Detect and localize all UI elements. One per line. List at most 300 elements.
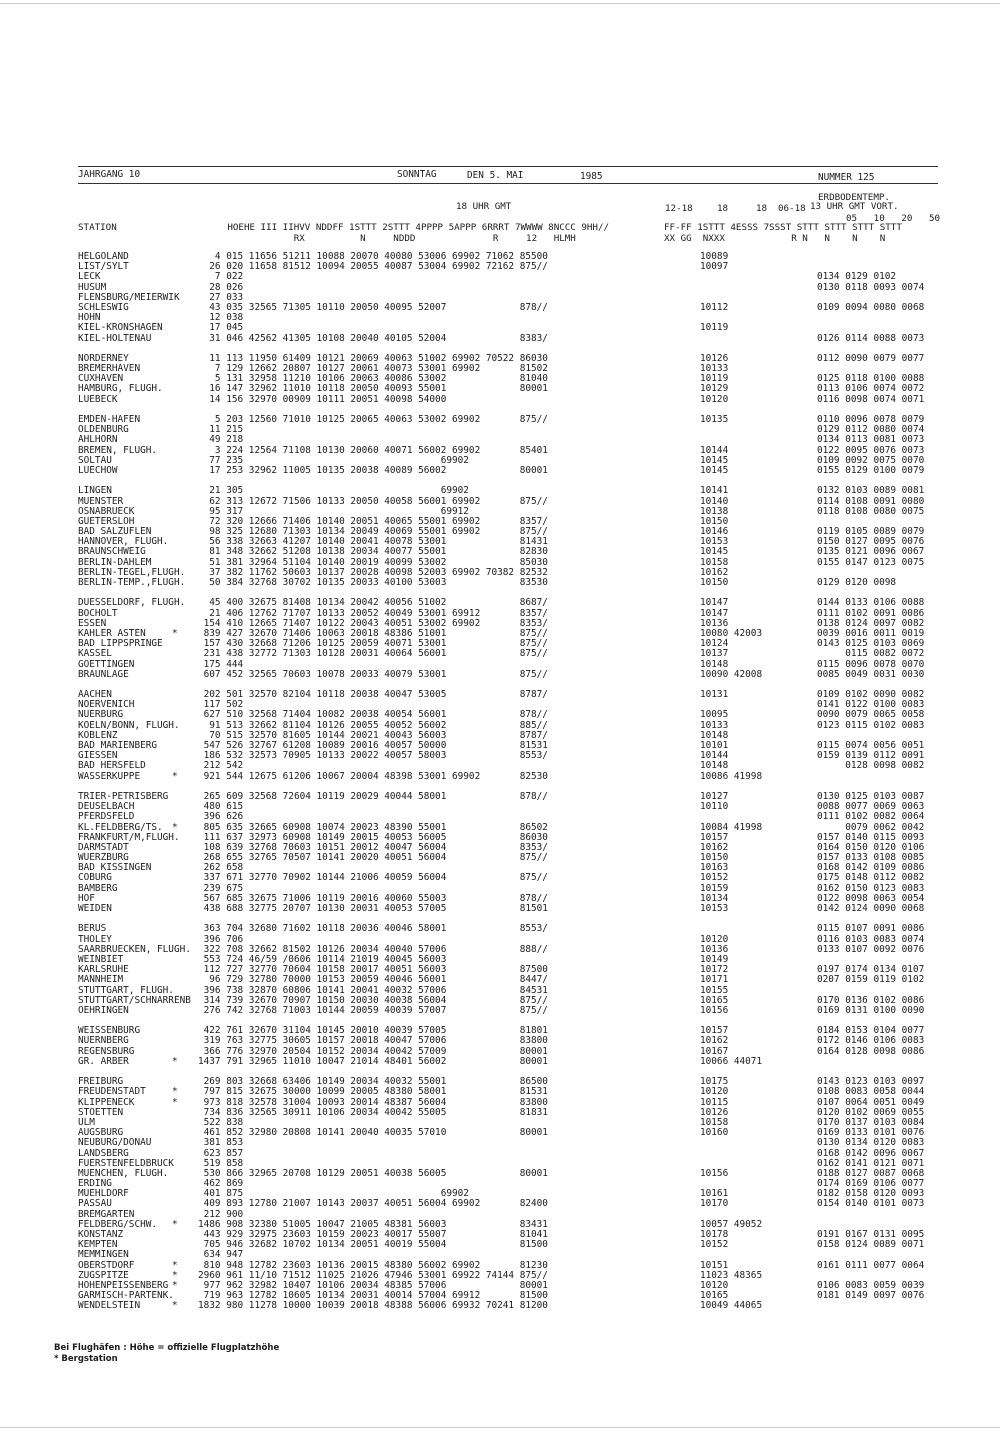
- station-name: OSNABRUECK: [78, 505, 135, 517]
- synop-groups: 95 317 69912: [198, 505, 469, 517]
- synop-groups: 363 704 32680 71602 10118 20036 40046 58001 8553/: [198, 923, 548, 935]
- soil-temperatures: 0039 0016 0011 0019: [817, 627, 925, 639]
- extra-groups: 10162: [700, 841, 729, 853]
- synop-groups: 14 156 32970 00909 10111 20051 40098 54000: [198, 393, 447, 405]
- soil-temperatures: 0181 0149 0097 0076: [817, 1290, 925, 1302]
- soil-temperatures: 0143 0123 0103 0097: [817, 1076, 925, 1088]
- station-name: WEISSENBURG: [78, 1025, 141, 1037]
- station-name: FREUDENSTADT: [78, 1086, 146, 1098]
- soil-temperatures: 0115 0082 0072: [817, 648, 925, 660]
- soil-temperatures: 0122 0098 0063 0054: [817, 892, 925, 904]
- soil-temperatures: 0150 0127 0095 0076: [817, 536, 925, 548]
- extra-groups: 10158: [700, 1116, 729, 1128]
- extra-groups: 10135: [700, 414, 729, 425]
- station-name: STOETTEN: [78, 1106, 124, 1118]
- extra-groups: 10086 41998: [700, 770, 763, 782]
- group-erdboden: ERDBODENTEMP.: [818, 192, 890, 203]
- mountain-station-mark: *: [172, 627, 178, 639]
- extra-groups: 10165: [700, 1290, 729, 1302]
- station-name: NUERBURG: [78, 709, 124, 721]
- soil-temperatures: 0107 0064 0051 0049: [817, 1096, 925, 1108]
- synop-groups: 17 045: [198, 322, 244, 334]
- station-name: COBURG: [78, 872, 112, 884]
- station-name: LUECHOW: [78, 464, 118, 476]
- table-row: [78, 904, 938, 914]
- extra-groups: 10149: [700, 953, 729, 965]
- synop-groups: 5 203 12560 71010 10125 20065 40063 53002 69902 875//: [198, 414, 548, 425]
- synop-groups: 276 742 32768 71003 10144 20059 40039 57007 875//: [198, 1004, 548, 1016]
- synop-groups: 607 452 32565 70603 10078 20033 40079 53001 875//: [198, 668, 548, 680]
- station-name: STUTTGART/SCHNARRENB: [78, 994, 191, 1006]
- top-rule: [78, 166, 938, 167]
- station-name: EMDEN-HAFEN: [78, 414, 141, 425]
- soil-temperatures: 0130 0118 0093 0074: [817, 281, 925, 293]
- extra-groups: 10161: [700, 1188, 729, 1200]
- soil-temperatures: 0123 0115 0102 0083: [817, 719, 925, 731]
- table-row: [78, 975, 938, 985]
- group-13utc: 13 UHR GMT VORT.: [810, 201, 899, 212]
- station-name: NUERNBERG: [78, 1035, 129, 1047]
- extra-groups: 10119: [700, 373, 729, 385]
- issue-number: NUMMER 125: [818, 172, 875, 183]
- station-name: OBERSTDORF: [78, 1259, 135, 1271]
- synop-groups: 634 947: [198, 1249, 244, 1261]
- synop-groups: 28 026: [198, 281, 244, 293]
- station-name: BOCHOLT: [78, 607, 118, 619]
- soil-temperatures: 0184 0153 0104 0077: [817, 1025, 925, 1037]
- station-name: LINGEN: [78, 485, 112, 497]
- extra-groups: 10150: [700, 577, 729, 588]
- extra-groups: 10156: [700, 1167, 729, 1179]
- soil-temperatures: 0174 0169 0106 0077: [817, 1178, 925, 1190]
- synop-groups: 186 532 32573 70905 10133 20022 40057 58003 8553/: [198, 750, 548, 762]
- synop-groups: 977 962 32982 10407 10106 20034 48385 57006 80001: [198, 1279, 548, 1291]
- synop-groups: 43 035 32565 71305 10110 20050 40095 52007 878//: [198, 301, 548, 313]
- station-name: SAARBRUECKEN, FLUGH.: [78, 943, 191, 955]
- soil-temperatures: 0138 0124 0097 0082: [817, 617, 925, 629]
- extra-groups: 10162: [700, 1035, 729, 1047]
- synop-groups: 21 305 69902: [198, 485, 469, 497]
- station-name: GUETERSLOH: [78, 515, 135, 527]
- scan-artifact: [0, 3, 1000, 4]
- synop-groups: 1437 791 32965 11010 10047 21014 48401 56002 80001: [198, 1055, 548, 1067]
- synop-groups: 49 218: [198, 434, 244, 446]
- soil-temperatures: 0111 0102 0082 0064: [817, 811, 925, 823]
- soil-temperatures: 0133 0107 0092 0076: [817, 943, 925, 955]
- extra-groups: 10101: [700, 740, 729, 751]
- soil-temperatures: 0111 0102 0091 0086: [817, 607, 925, 619]
- soil-temperatures: 0161 0111 0077 0064: [817, 1259, 925, 1271]
- synop-groups: 175 444: [198, 658, 244, 670]
- station-name: FLENSBURG/MEIERWIK: [78, 291, 180, 303]
- station-name: FREIBURG: [78, 1076, 124, 1088]
- synop-groups: 17 253 32962 11005 10135 20038 40089 56002 80001: [198, 464, 548, 476]
- station-name: HELGOLAND: [78, 251, 129, 262]
- extra-groups: 10145: [700, 546, 729, 558]
- station-name: HOHN: [78, 312, 101, 324]
- synop-groups: 56 338 32663 41207 10140 20041 40078 53001 81431: [198, 536, 548, 548]
- extra-groups: 10127: [700, 790, 729, 802]
- extra-groups: 10170: [700, 1198, 729, 1210]
- synop-groups: 381 853: [198, 1137, 244, 1149]
- table-row: [78, 1057, 938, 1067]
- weekday-label: SONNTAG: [397, 169, 437, 180]
- mountain-station-mark: *: [172, 1279, 178, 1291]
- extra-groups: 10133: [700, 719, 729, 731]
- synop-groups: 51 381 32964 51104 10140 20019 40099 53002 85030: [198, 556, 548, 568]
- station-name: STUTTGART, FLUGH.: [78, 984, 174, 996]
- table-row: [78, 1301, 938, 1311]
- soil-temperatures: 0162 0141 0121 0071: [817, 1157, 925, 1169]
- synop-groups: 734 836 32565 30911 10106 20034 40042 55005 81831: [198, 1106, 548, 1118]
- extra-groups: 10140: [700, 495, 729, 507]
- station-name: GIESSEN: [78, 750, 118, 762]
- synop-groups: 396 626: [198, 811, 244, 823]
- extra-groups: 10136: [700, 617, 729, 629]
- soil-temperatures: 0115 0074 0056 0051: [817, 740, 925, 751]
- soil-temperatures: 0157 0133 0108 0085: [817, 852, 925, 864]
- station-name: GR. ARBER: [78, 1055, 129, 1067]
- table-row: [78, 670, 938, 680]
- synop-groups: 366 776 32970 20504 10152 20034 40042 57009 80001: [198, 1045, 548, 1057]
- soil-temperatures: 0164 0128 0098 0086: [817, 1045, 925, 1057]
- synop-groups: 81 348 32662 51208 10138 20034 40077 55001 82830: [198, 546, 548, 558]
- station-name: BAMBERG: [78, 882, 118, 894]
- extra-groups: 10136: [700, 943, 729, 955]
- extra-groups: 10112: [700, 301, 729, 313]
- station-name: BAD KISSINGEN: [78, 862, 152, 874]
- date-label: DEN 5. MAI: [467, 170, 524, 181]
- soil-temperatures: 0130 0134 0120 0083: [817, 1137, 925, 1149]
- soil-temperatures: 0115 0107 0091 0086: [817, 923, 925, 935]
- synop-groups: 2960 961 11/10 71512 11025 21026 47946 53001 69922 74144 875//: [198, 1269, 548, 1281]
- synop-groups: 108 639 32768 70603 10151 20012 40047 56004 8353/: [198, 841, 548, 853]
- extra-groups: 10160: [700, 1127, 729, 1139]
- year-label: JAHRGANG 10: [78, 169, 141, 180]
- column-headings-line2: RX N NDDD R 12 HLMH: [78, 233, 576, 244]
- synop-groups: 553 724 46/59 /0606 10114 21019 40045 56003: [198, 953, 447, 965]
- synop-groups: 112 727 32770 70604 10158 20017 40051 56003 87500: [198, 964, 548, 976]
- station-name: HANNOVER, FLUGH.: [78, 536, 169, 548]
- synop-groups: 319 763 32775 30605 10157 20018 40047 57006 83800: [198, 1035, 548, 1047]
- station-name: WEINBIET: [78, 953, 124, 965]
- extra-groups: 10162: [700, 566, 729, 578]
- extra-groups: 10131: [700, 689, 729, 701]
- station-name: KEMPTEN: [78, 1239, 118, 1251]
- station-name: HAMBURG, FLUGH.: [78, 383, 163, 395]
- footnote-mountain-station: * Bergstation: [54, 1354, 118, 1364]
- synop-groups: 719 963 12782 10605 10134 20031 40014 57004 69912 81500: [198, 1290, 548, 1302]
- extra-groups: 10148: [700, 658, 729, 670]
- station-name: ERDING: [78, 1178, 112, 1190]
- station-name: BAD LIPPSPRINGE: [78, 638, 163, 650]
- synop-groups: 98 325 12680 71303 10134 20049 40069 55001 69902 875//: [198, 526, 548, 538]
- station-name: DARMSTADT: [78, 841, 129, 853]
- soil-temperatures: 0088 0077 0069 0063: [817, 801, 925, 813]
- synop-groups: 37 382 11762 50603 10137 20028 40098 52003 69902 70382 82532: [198, 566, 548, 578]
- synop-groups: 839 427 32670 71406 10063 20018 48386 51001 875//: [198, 627, 548, 639]
- mountain-station-mark: *: [172, 1300, 178, 1312]
- synop-groups: 461 852 32980 20808 10141 20040 40035 57010 80001: [198, 1127, 548, 1139]
- synop-groups: 31 046 42562 41305 10108 20040 40105 52004 8383/: [198, 332, 548, 344]
- station-name: FUERSTENFELDBRUCK: [78, 1157, 174, 1169]
- soil-temperatures: 0191 0167 0131 0095: [817, 1229, 925, 1240]
- extra-groups: 10049 44065: [700, 1300, 763, 1312]
- synop-groups: 797 815 32675 30000 10099 20005 48380 58001 81531: [198, 1086, 548, 1098]
- synop-groups: 567 685 32675 71006 10119 20016 40060 55003 878//: [198, 892, 548, 904]
- station-name: LIST/SYLT: [78, 261, 129, 273]
- mountain-station-mark: *: [172, 1055, 178, 1067]
- soil-temperatures: 0126 0114 0088 0073: [817, 332, 925, 344]
- synop-groups: 921 544 12675 61206 10067 20004 48398 53001 69902 82530: [198, 770, 548, 782]
- station-name: KAHLER ASTEN: [78, 627, 146, 639]
- station-name: BERLIN-TEMP.,FLUGH.: [78, 577, 186, 588]
- extra-groups: 10095: [700, 709, 729, 721]
- extra-groups: 10157: [700, 831, 729, 843]
- station-name: OEHRINGEN: [78, 1004, 129, 1016]
- soil-temperatures: 0164 0150 0120 0106: [817, 841, 925, 853]
- station-name: WENDELSTEIN: [78, 1300, 141, 1312]
- group-18utc: 18 UHR GMT: [456, 201, 512, 212]
- extra-groups: 10120: [700, 1086, 729, 1098]
- col-18a: 18: [717, 203, 729, 214]
- extra-groups: 10066 44071: [700, 1055, 763, 1067]
- soil-temperatures: 0157 0140 0115 0093: [817, 831, 925, 843]
- extra-groups: 10155: [700, 984, 729, 996]
- station-name: DUESSELDORF, FLUGH.: [78, 597, 186, 609]
- extra-groups: 10175: [700, 1076, 729, 1088]
- soil-temperatures: 0109 0102 0090 0082: [817, 689, 925, 701]
- synop-groups: 1486 908 32380 51005 10047 21005 48381 56003 83431: [198, 1218, 548, 1230]
- extra-groups: 10080 42003: [700, 627, 763, 639]
- soil-temperatures: 0188 0127 0087 0068: [817, 1167, 925, 1179]
- station-name: AUGSBURG: [78, 1127, 124, 1139]
- synop-groups: 269 803 32668 63406 10149 20034 40032 55001 86500: [198, 1076, 548, 1088]
- mountain-station-mark: *: [172, 821, 178, 833]
- soil-temperatures: 0129 0112 0080 0074: [817, 424, 925, 436]
- synop-groups: 810 948 12782 23603 10136 20015 48380 56002 69902 81230: [198, 1259, 548, 1271]
- synop-groups: 396 738 32870 60806 10141 20041 40032 57006 84531: [198, 984, 548, 996]
- station-name: REGENSBURG: [78, 1045, 135, 1057]
- soil-temperatures: 0109 0092 0075 0070: [817, 454, 925, 466]
- station-name: MUEHLDORF: [78, 1188, 129, 1200]
- synop-groups: 21 406 12762 71707 10133 20052 40049 53001 69912 8357/: [198, 607, 548, 619]
- header-rule: [78, 183, 938, 184]
- extra-groups: 10157: [700, 1025, 729, 1037]
- station-name: HOHENPEISSENBERG: [78, 1279, 169, 1291]
- soil-temperatures: 0142 0124 0090 0068: [817, 903, 925, 914]
- synop-groups: 396 706: [198, 933, 244, 945]
- right-headings-line1: FF-FF 1STTT 4ESSS 7SSST STTT STTT STTT STTT: [664, 222, 902, 233]
- station-name: SOLTAU: [78, 454, 112, 466]
- extra-groups: 10120: [700, 393, 729, 405]
- mountain-station-mark: *: [172, 1269, 178, 1281]
- synop-groups: 705 946 32682 10702 10134 20051 40019 55004 81500: [198, 1239, 548, 1251]
- synop-groups: 72 320 12666 71406 10140 20051 40065 55001 69902 8357/: [198, 515, 548, 527]
- extra-groups: 10156: [700, 1004, 729, 1016]
- station-name: GARMISCH-PARTENK.: [78, 1290, 174, 1302]
- station-name: MUENCHEN, FLUGH.: [78, 1167, 169, 1179]
- station-name: CUXHAVEN: [78, 373, 124, 385]
- station-name: AACHEN: [78, 689, 112, 701]
- soil-temperatures: 0141 0122 0100 0083: [817, 699, 925, 711]
- synop-groups: 627 510 32568 71404 10082 20038 40054 56001 878//: [198, 709, 548, 721]
- soil-temperatures: 0170 0136 0102 0086: [817, 994, 925, 1006]
- extra-groups: 10158: [700, 556, 729, 568]
- synop-groups: 262 658: [198, 862, 244, 874]
- soil-temperatures: 0169 0133 0101 0076: [817, 1127, 925, 1139]
- synop-groups: 62 313 12672 71506 10133 20050 40058 56001 69902 875//: [198, 495, 548, 507]
- synop-groups: 3 224 12564 71108 10130 20060 40071 56002 69902 85401: [198, 444, 548, 456]
- soil-temperatures: 0134 0113 0081 0073: [817, 434, 925, 446]
- mountain-station-mark: *: [172, 1096, 178, 1108]
- station-name: DEUSELBACH: [78, 801, 135, 813]
- synop-groups: 462 869: [198, 1178, 244, 1190]
- synop-groups: 212 900: [198, 1208, 244, 1220]
- soil-temperatures: 0182 0158 0120 0093: [817, 1188, 925, 1200]
- station-name: WUERZBURG: [78, 852, 129, 864]
- extra-groups: 10120: [700, 933, 729, 945]
- extra-groups: 10138: [700, 505, 729, 517]
- station-name: BERLIN-DAHLEM: [78, 556, 152, 568]
- synop-groups: 268 655 32765 70507 10141 20020 40051 56004 875//: [198, 852, 548, 864]
- extra-groups: 10126: [700, 1106, 729, 1118]
- synop-groups: 45 400 32675 81408 10134 20042 40056 51002 8687/: [198, 597, 548, 609]
- synop-groups: 154 410 12665 71407 10122 20043 40051 53002 69902 8353/: [198, 617, 548, 629]
- soil-temperatures: 0113 0106 0074 0072: [817, 383, 925, 395]
- soil-temperatures: 0085 0049 0031 0030: [817, 668, 925, 680]
- station-name: NEUBURG/DONAU: [78, 1137, 152, 1149]
- soil-temperatures: 0155 0129 0100 0079: [817, 464, 925, 476]
- synop-groups: 401 875 69902: [198, 1188, 469, 1200]
- station-name: BRAUNLAGE: [78, 668, 129, 680]
- soil-temperatures: 0115 0096 0078 0070: [817, 658, 925, 670]
- mountain-station-mark: *: [172, 770, 178, 782]
- col-06-18: 06-18: [778, 203, 806, 214]
- station-name: KL.FELDBERG/TS.: [78, 821, 163, 833]
- table-row: [78, 1006, 938, 1016]
- extra-groups: 10152: [700, 872, 729, 884]
- extra-groups: 10146: [700, 526, 729, 538]
- synop-groups: 438 688 32775 20707 10130 20031 40053 57005 81501: [198, 903, 548, 914]
- station-name: BRAUNSCHWEIG: [78, 546, 146, 558]
- soil-temperatures: 0168 0142 0109 0086: [817, 862, 925, 874]
- synop-groups: 70 515 32570 81605 10144 20021 40043 56003 8787/: [198, 729, 548, 741]
- extra-groups: 10178: [700, 1229, 729, 1240]
- extra-groups: 10144: [700, 750, 729, 762]
- extra-groups: 10148: [700, 729, 729, 741]
- soil-temperatures: 0154 0140 0101 0073: [817, 1198, 925, 1210]
- table-row: [78, 649, 938, 659]
- station-name: PASSAU: [78, 1198, 112, 1210]
- station-name: MANNHEIM: [78, 974, 124, 986]
- soil-temperatures: 0109 0094 0080 0068: [817, 301, 925, 313]
- synop-groups: 522 838: [198, 1116, 244, 1128]
- synop-groups: 231 438 32772 71303 10128 20031 40064 56001 875//: [198, 648, 548, 660]
- soil-temperatures: 0169 0131 0100 0090: [817, 1004, 925, 1016]
- synop-groups: 409 893 12780 21007 10143 20037 40051 56004 69902 82400: [198, 1198, 548, 1210]
- synop-groups: 4 015 11656 51211 10088 20070 40080 53006 69902 71062 85500: [198, 251, 548, 262]
- station-name: KOELN/BONN, FLUGH.: [78, 719, 180, 731]
- station-name: ESSEN: [78, 617, 107, 629]
- extra-groups: 10124: [700, 638, 729, 650]
- synop-groups: 623 857: [198, 1147, 244, 1159]
- station-name: LANDSBERG: [78, 1147, 129, 1159]
- soil-temperatures: 0158 0124 0089 0071: [817, 1239, 925, 1251]
- soil-temperatures: 0170 0137 0103 0084: [817, 1116, 925, 1128]
- synop-groups: 11 113 11950 61409 10121 20069 40063 51002 69902 70522 86030: [198, 352, 548, 364]
- soil-temperatures: 0162 0150 0123 0083: [817, 882, 925, 894]
- soil-temperatures: 0155 0147 0123 0075: [817, 556, 925, 568]
- soil-temperatures: 0112 0090 0079 0077: [817, 352, 925, 364]
- station-name: KOBLENZ: [78, 729, 118, 741]
- station-name: NORDERNEY: [78, 352, 129, 364]
- right-headings-line2: XX GG NXXX R N N N N: [664, 233, 886, 244]
- soil-temperatures: 0119 0105 0089 0079: [817, 526, 925, 538]
- soil-temperatures: 0128 0098 0082: [817, 760, 925, 772]
- synop-groups: 7 129 12662 20807 10127 20061 40073 53001 69902 81502: [198, 363, 548, 375]
- synop-groups: 1832 980 11278 10000 10039 20018 48388 56006 69932 70241 81200: [198, 1300, 548, 1312]
- extra-groups: 10145: [700, 454, 729, 466]
- soil-temperatures: 0090 0079 0065 0058: [817, 709, 925, 721]
- station-name: BAD HERSFELD: [78, 760, 146, 772]
- synop-groups: 973 818 32578 31004 10093 20014 48387 56004 83800: [198, 1096, 548, 1108]
- table-row: [78, 334, 938, 344]
- soil-temperatures: 0143 0125 0103 0069: [817, 638, 925, 650]
- soil-temperatures: 0116 0103 0083 0074: [817, 933, 925, 945]
- extra-groups: 10119: [700, 322, 729, 334]
- soil-temperatures: 0132 0103 0089 0081: [817, 485, 925, 497]
- extra-groups: 10141: [700, 485, 729, 497]
- extra-groups: 10148: [700, 760, 729, 772]
- synop-groups: 422 761 32670 31104 10145 20010 40039 57005 81801: [198, 1025, 548, 1037]
- extra-groups: 10144: [700, 444, 729, 456]
- station-name: KONSTANZ: [78, 1229, 124, 1240]
- synop-groups: 547 526 32767 61208 10089 20016 40057 50000 81531: [198, 740, 548, 751]
- station-name: KASSEL: [78, 648, 112, 660]
- extra-groups: 10147: [700, 597, 729, 609]
- synop-groups: 212 542: [198, 760, 244, 772]
- station-name: THOLEY: [78, 933, 112, 945]
- extra-groups: 10084 41998: [700, 821, 763, 833]
- station-name: FELDBERG/SCHW.: [78, 1218, 158, 1230]
- extra-groups: 10172: [700, 964, 729, 976]
- soil-temperatures: 0120 0102 0069 0055: [817, 1106, 925, 1118]
- synop-groups: 322 708 32662 81502 10126 20034 40040 57006 888//: [198, 943, 548, 955]
- synop-groups: 117 502: [198, 699, 244, 711]
- col-18b: 18: [756, 203, 768, 214]
- station-name: FRANKFURT/M,FLUGH.: [78, 831, 180, 843]
- station-name: AHLHORN: [78, 434, 118, 446]
- soil-temperatures: 0114 0108 0091 0080: [817, 495, 925, 507]
- extra-groups: 10159: [700, 882, 729, 894]
- extra-groups: 10153: [700, 536, 729, 548]
- synop-groups: 265 609 32568 72604 10119 20029 40044 58001 878//: [198, 790, 548, 802]
- synop-groups: 26 020 11658 81512 10094 20055 40087 53004 69902 72162 875//: [198, 261, 548, 273]
- station-name: NOERVENICH: [78, 699, 135, 711]
- soil-temperatures: 0172 0146 0106 0083: [817, 1035, 925, 1047]
- extra-groups: 10171: [700, 974, 729, 986]
- synop-groups: 202 501 32570 82104 10118 20038 40047 53005 8787/: [198, 689, 548, 701]
- synop-groups: 91 513 32662 81104 10126 20055 40052 56002 885//: [198, 719, 548, 731]
- station-name: KIEL-HOLTENAU: [78, 332, 152, 344]
- soil-temperatures: 0079 0062 0042: [817, 821, 925, 833]
- synop-groups: 157 430 32668 71206 10125 20059 40071 53001 875//: [198, 638, 548, 650]
- station-name: BAD SALZUFLEN: [78, 526, 152, 538]
- extra-groups: 10057 49052: [700, 1218, 763, 1230]
- table-row: [78, 486, 938, 496]
- mountain-station-mark: *: [172, 1086, 178, 1098]
